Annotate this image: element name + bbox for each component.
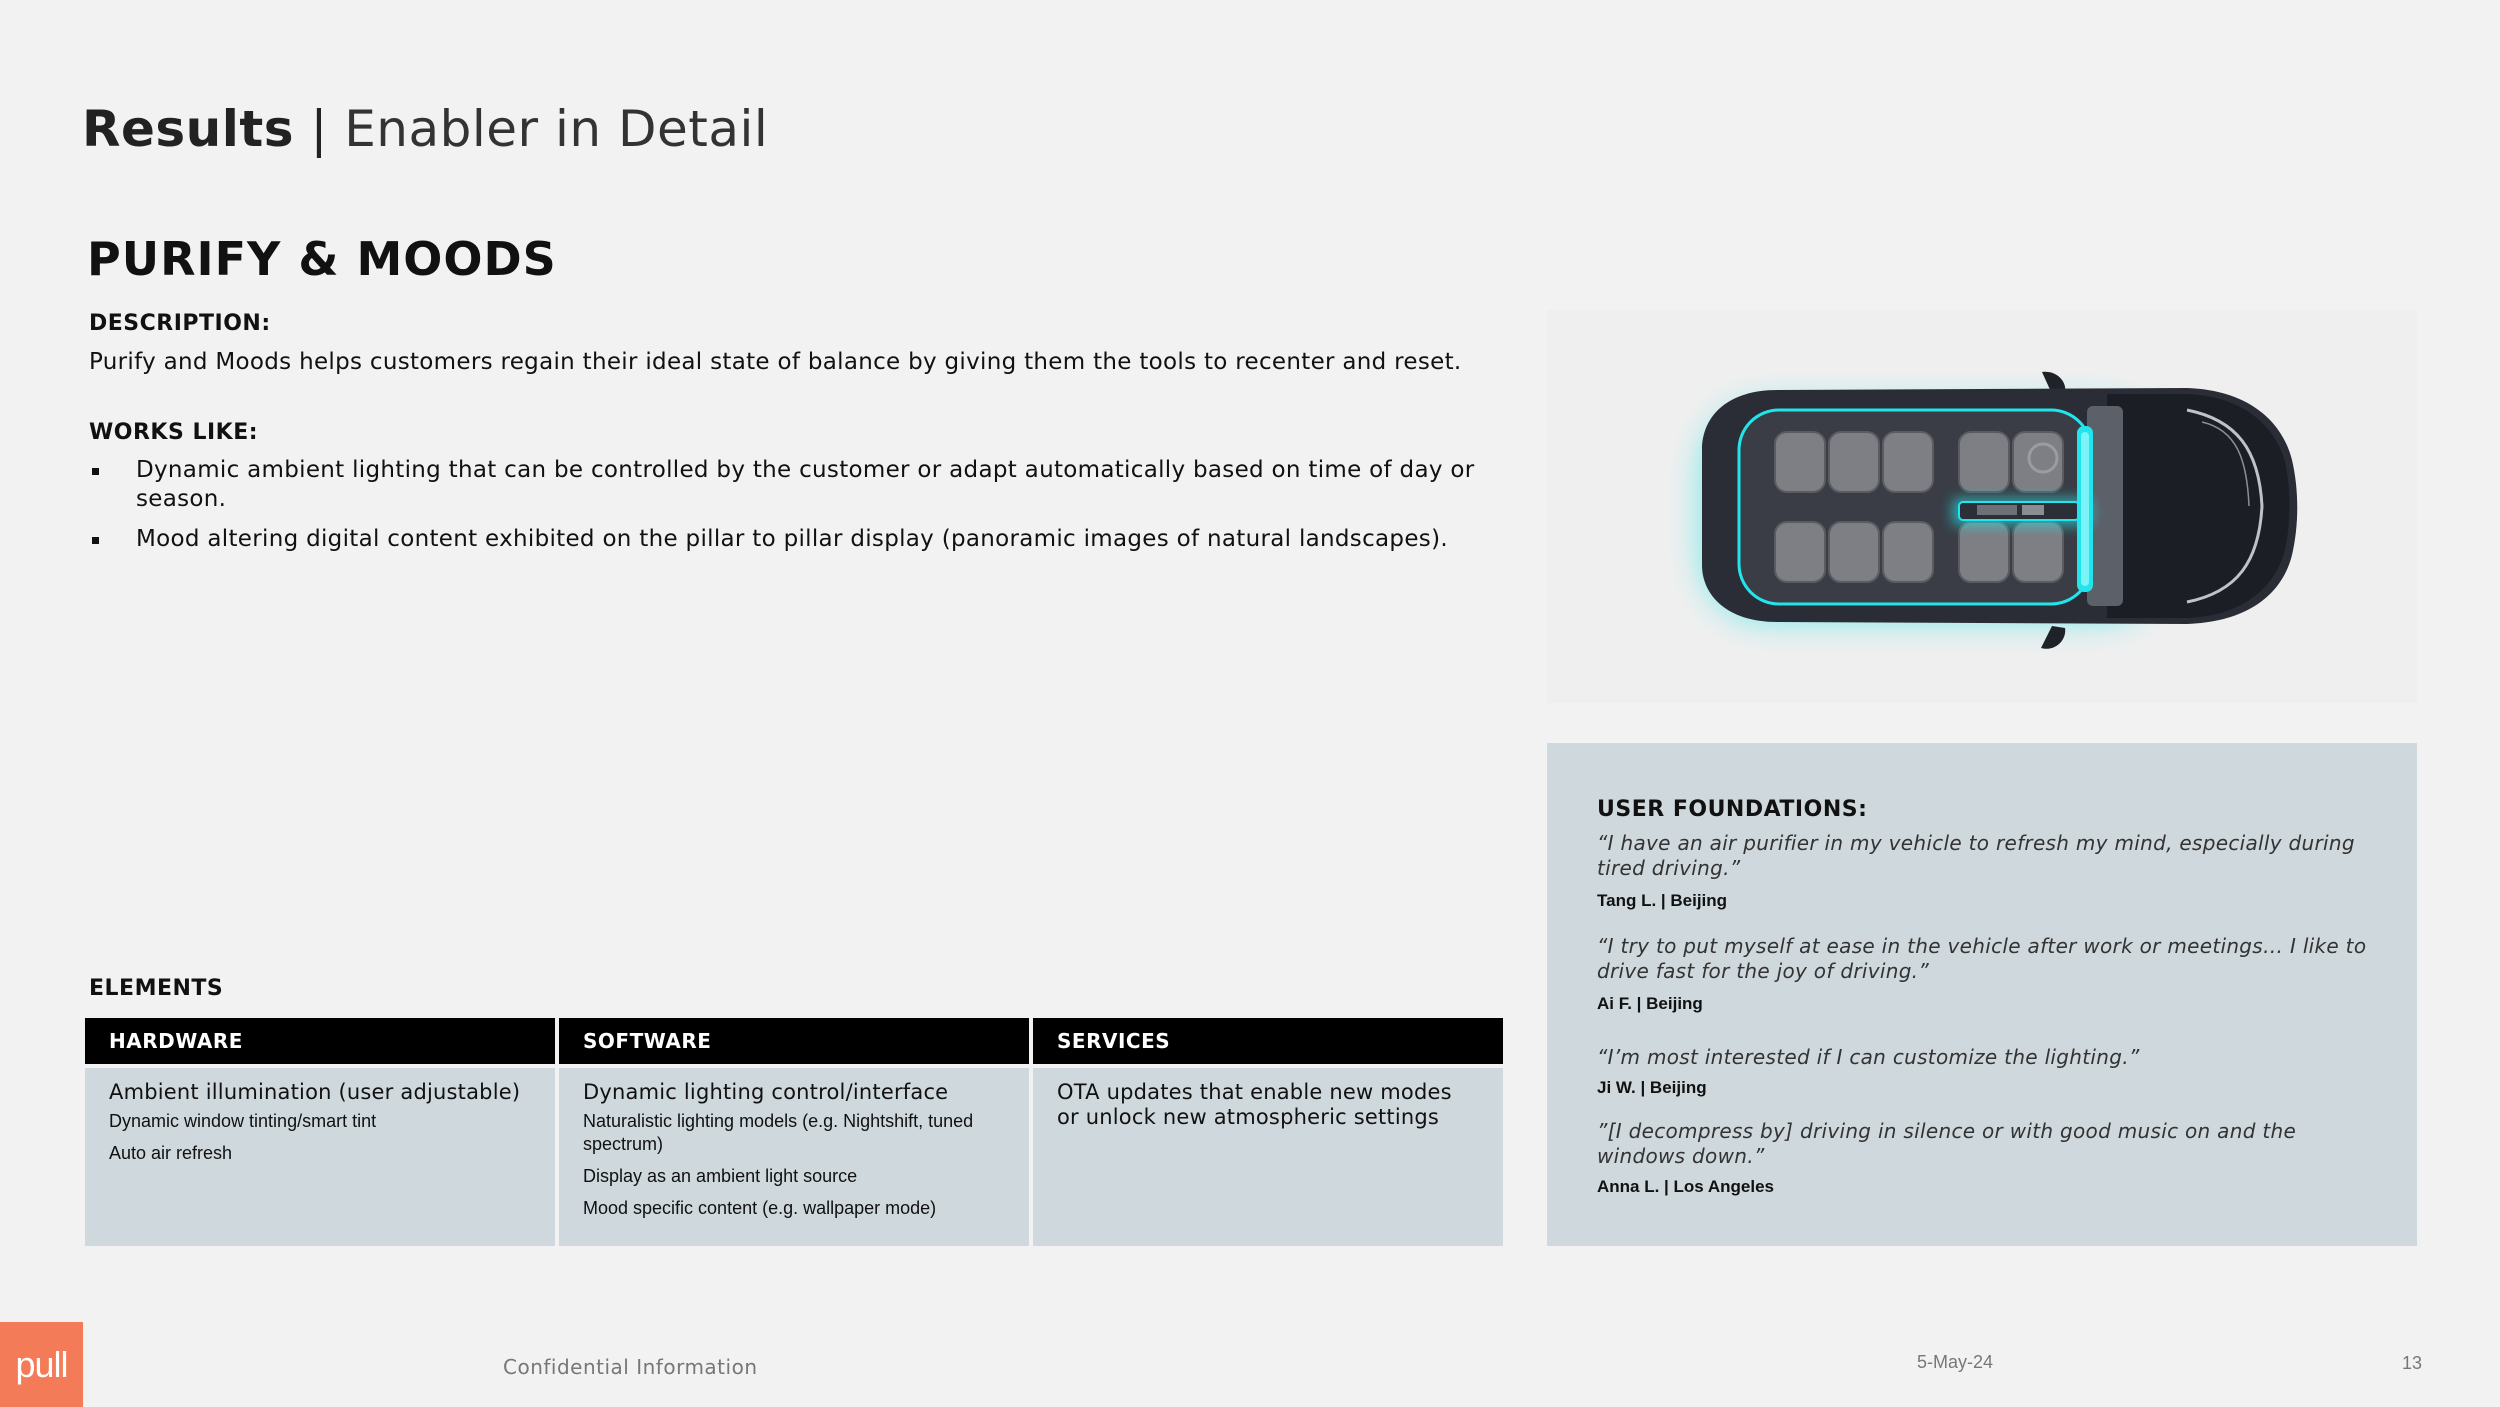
square-bullet-icon <box>92 468 99 475</box>
user-foundations-label: USER FOUNDATIONS: <box>1597 797 1868 822</box>
list-item-text: Mood altering digital content exhibited on the pillar to pillar display (panoramic images of natural landscapes). <box>136 526 1448 552</box>
page-title-bold: Results <box>82 100 295 158</box>
list-item-text: Dynamic ambient lighting that can be controlled by the customer or adapt automatically based on time of day or season. <box>136 457 1475 512</box>
page-number: 13 <box>2402 1353 2423 1373</box>
cell-main-text: Ambient illumination (user adjustable) <box>109 1080 521 1104</box>
user-foundations-panel <box>1547 743 2417 1246</box>
list-item <box>89 525 1489 554</box>
car-top-view-icon <box>1547 310 2417 703</box>
car-image-panel <box>1547 310 2417 703</box>
quote-text: “I’m most interested if I can customize the lighting.” <box>1597 1045 2140 1069</box>
column-body <box>559 1068 1029 1246</box>
column-header: HARDWARE <box>85 1018 555 1064</box>
cell-sub-text: Auto air refresh <box>109 1143 233 1163</box>
hardware-column <box>85 1018 555 1246</box>
quote-text: “I have an air purifier in my vehicle to refresh my mind, especially during tired driving.” <box>1597 831 2355 880</box>
elements-table <box>85 1018 1505 1246</box>
quote-author: Ai F. | Beijing <box>1597 994 1703 1013</box>
services-column <box>1033 1018 1503 1246</box>
quote-author: Anna L. | Los Angeles <box>1597 1177 1774 1196</box>
section-title: PURIFY & MOODS <box>87 232 557 286</box>
confidential-label: Confidential Information <box>503 1355 758 1379</box>
pull-logo: pull <box>0 1322 83 1407</box>
elements-label: ELEMENTS <box>89 976 224 1001</box>
description-text: Purify and Moods helps customers regain their ideal state of balance by giving them the tools to recenter and reset. <box>89 349 1462 375</box>
page-title-light: Enabler in Detail <box>344 100 769 158</box>
quote-author: Tang L. | Beijing <box>1597 891 1728 910</box>
works-like-label: WORKS LIKE: <box>89 420 259 445</box>
description-label: DESCRIPTION: <box>89 311 271 336</box>
column-body <box>1033 1068 1503 1246</box>
quote-text: “I try to put myself at ease in the vehicle after work or meetings… I like to drive fast for the joy of driving.” <box>1597 934 2367 983</box>
cell-sub-text: Dynamic window tinting/smart tint <box>109 1111 377 1131</box>
page-title <box>82 100 768 158</box>
quote-author: Ji W. | Beijing <box>1597 1078 1707 1097</box>
cell-main-text: Dynamic lighting control/interface <box>583 1080 949 1104</box>
column-header: SERVICES <box>1033 1018 1503 1064</box>
cell-sub-text: Naturalistic lighting models (e.g. Nightshift, tuned spectrum) <box>583 1111 974 1154</box>
footer-date: 5-May-24 <box>1917 1352 1994 1372</box>
list-item <box>89 456 1489 514</box>
cell-main-text: OTA updates that enable new modes or unlock new atmospheric settings <box>1057 1080 1452 1129</box>
software-column <box>559 1018 1029 1246</box>
column-body <box>85 1068 555 1246</box>
square-bullet-icon <box>92 537 99 544</box>
page-title-separator: | <box>294 100 345 158</box>
cell-sub-text: Mood specific content (e.g. wallpaper mode) <box>583 1198 937 1218</box>
column-header: SOFTWARE <box>559 1018 1029 1064</box>
works-like-list <box>89 456 1489 565</box>
cell-sub-text: Display as an ambient light source <box>583 1166 858 1186</box>
quote-text: ”[I decompress by] driving in silence or with good music on and the windows down.” <box>1597 1119 2297 1168</box>
